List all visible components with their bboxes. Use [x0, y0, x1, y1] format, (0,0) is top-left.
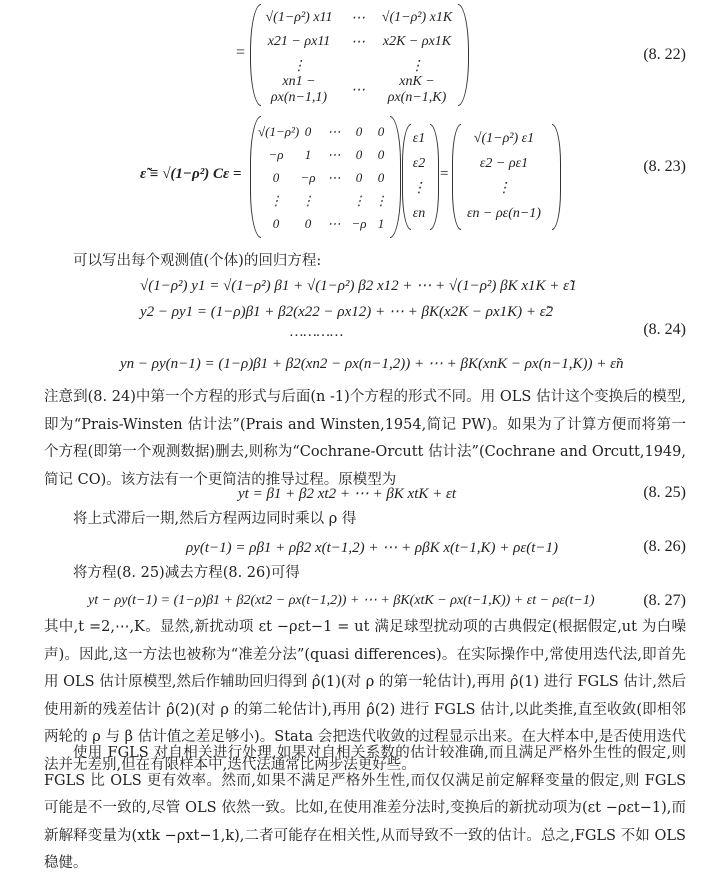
equation-body: ρy(t−1) = ρβ1 + ρβ2 x(t−1,2) + ⋯ + ρβK x(t−1,K) + ρε(t−1)	[186, 540, 559, 556]
cell: 0	[272, 169, 280, 185]
equals-sign: =	[440, 166, 449, 182]
cell: 0	[377, 146, 385, 162]
cell: 0	[355, 169, 363, 185]
cell: ⋯	[351, 82, 365, 98]
cell: ⋯	[327, 169, 341, 185]
cell: 0	[272, 215, 280, 231]
equation-number: (8. 25)	[643, 484, 686, 501]
result-vector	[456, 126, 552, 226]
cell: √(1−ρ²) x11	[265, 10, 333, 25]
paragraph-notice: 注意到(8. 24)中第一个方程的形式与后面(n -1)个方程的形式不同。用 OLS 估计这个变换后的模型,即为“Prais-Winsten 估计法”(Prais and Winsten,1954,简记 PW)。如果为了计算方便而将第一个方程(即第一个观测数据)删去,则称为“Cochrane-Orcutt 估计法”(Cochrane and Orcutt,1949,简记 CO)。该方法有一个更简洁的推导过程。原模型为	[44, 389, 686, 488]
cell: ⋯	[327, 123, 341, 139]
cell: ⋮	[374, 192, 388, 208]
equation-number: (8. 23)	[643, 158, 686, 175]
matrix-8-22	[258, 6, 458, 105]
cell: −ρ	[351, 215, 367, 231]
cell: ⋯	[327, 215, 341, 231]
cell: √(1−ρ²) x1K	[381, 10, 453, 25]
cell: 1	[304, 146, 312, 162]
cell: √(1−ρ²) ε1	[473, 130, 535, 146]
cell: ⋮	[352, 192, 366, 208]
equation-number: (8. 24)	[643, 321, 686, 338]
epsilon-vector	[406, 126, 432, 226]
cell: ⋮	[410, 58, 424, 74]
eq-line-ellipsis: …………	[290, 324, 344, 340]
right-paren	[390, 116, 401, 238]
equation-body: yt = β1 + β2 xt2 + ⋯ + βK xtK + εt	[238, 486, 457, 502]
cell: εn − ρε(n−1)	[467, 205, 541, 221]
cell: xnK − ρx(n−1,K)	[387, 74, 447, 105]
equation-body: yt − ρy(t−1) = (1−ρ)β1 + β2(xt2 − ρx(t−1,2)) + ⋯ + βK(xtK − ρx(t−1,K)) + εt − ρε(t−1)	[88, 593, 595, 608]
c-matrix	[258, 120, 390, 235]
paragraph-where: 其中,t =2,⋯,K。显然,新扰动项 εt −ρεt−1 = ut 满足球型扰动项的古典假定(根据假定,ut 为白噪声)。因此,这一方法也被称为“准差分法”(quasi differences)。在实际操作中,常使用迭代法,即首先用 OLS 估计原模型,然后作辅助回归得到 ρ̂(1)(对 ρ 的第一轮估计),再用 ρ̂(1) 进行 FGLS 估计,然后使用新的残差估计 ρ̂(2)(对 ρ 的第二轮估计),再用 ρ̂(2) 进行 FGLS 估计,以此类推,直至收敛(即相邻两轮的 ρ 与 β 估计值之差足够小)。Stata 会把迭代收敛的过程显示出来。在大样本中,是否使用迭代法并无差别,但在有限样本中,迭代法通常比两步法更好些。	[44, 619, 686, 773]
cell: √(1−ρ²)	[258, 123, 300, 139]
equation-lhs: ε̃ ≡ √(1−ρ²) Cε =	[140, 166, 242, 182]
cell: ε2 − ρε1	[479, 155, 529, 171]
cell: 0	[304, 215, 312, 231]
cell: εn	[412, 205, 426, 221]
paragraph-observation: 可以写出每个观测值(个体)的回归方程:	[73, 253, 322, 269]
right-paren	[552, 124, 561, 230]
cell: ⋮	[497, 181, 511, 196]
cell: x21 − ρx11	[267, 34, 331, 49]
equation-8-25	[0, 484, 704, 508]
cell: 0	[377, 169, 385, 185]
equation-number: (8. 22)	[643, 46, 686, 63]
cell: 1	[377, 215, 385, 231]
cell: ⋮	[292, 58, 306, 74]
equation-8-24	[0, 276, 704, 381]
cell: ε1	[412, 130, 426, 146]
cell: x2K − ρx1K	[382, 34, 452, 49]
equation-8-22	[0, 0, 704, 112]
cell: ⋯	[351, 34, 365, 50]
equation-8-27	[0, 592, 704, 616]
cell: ⋮	[301, 192, 315, 208]
equation-number: (8. 26)	[643, 538, 686, 555]
cell: 0	[355, 146, 363, 162]
cell: ⋮	[412, 181, 426, 196]
eq-line-2: y2 − ρy1 = (1−ρ)β1 + β2(x22 − ρx12) + ⋯ + βK(x2K − ρx1K) + ε̃2	[140, 304, 554, 320]
eq-line-n: yn − ρy(n−1) = (1−ρ)β1 + β2(xn2 − ρx(n−1,2)) + ⋯ + βK(xnK − ρx(n−1,K)) + ε̃n	[120, 356, 624, 372]
cell: ⋯	[327, 146, 341, 162]
cell: 0	[355, 123, 363, 139]
cell: −ρ	[300, 169, 316, 185]
paragraph-subtract: 将方程(8. 25)减去方程(8. 26)可得	[73, 565, 300, 581]
equation-number: (8. 27)	[643, 592, 686, 609]
cell: xn1 − ρx(n−1,1)	[270, 74, 328, 105]
paragraph-lag: 将上式滞后一期,然后方程两边同时乘以 ρ 得	[73, 511, 357, 527]
cell: ε2	[412, 155, 426, 171]
equals-sign: =	[236, 44, 246, 61]
equation-8-26	[0, 538, 704, 562]
paragraph-fgls: 使用 FGLS 对自相关进行处理,如果对自相关系数的估计较准确,而且满足严格外生性的假定,则 FGLS 比 OLS 更有效率。然而,如果不满足严格外生性,而仅仅满足前定解释变量的假定,则 FGLS 可能是不一致的,尽管 OLS 依然一致。比如,在使用准差分法时,变换后的新扰动项为(εt −ρεt−1),而新解释变量为(xtk −ρxt−1,k),二者可能存在相关性,从而导致不一致的估计。总之,FGLS 不如 OLS 稳健。	[44, 745, 686, 871]
equation-8-23	[0, 112, 704, 244]
cell: 0	[304, 123, 312, 139]
cell: ⋯	[351, 10, 365, 26]
cell: 0	[377, 123, 385, 139]
eq-line-1: √(1−ρ²) y1 = √(1−ρ²) β1 + √(1−ρ²) β2 x12 + ⋯ + √(1−ρ²) βK x1K + ε̃1	[140, 278, 577, 294]
right-paren	[430, 124, 439, 230]
right-paren	[458, 4, 469, 106]
cell: −ρ	[268, 146, 284, 162]
cell: ⋮	[269, 192, 283, 208]
